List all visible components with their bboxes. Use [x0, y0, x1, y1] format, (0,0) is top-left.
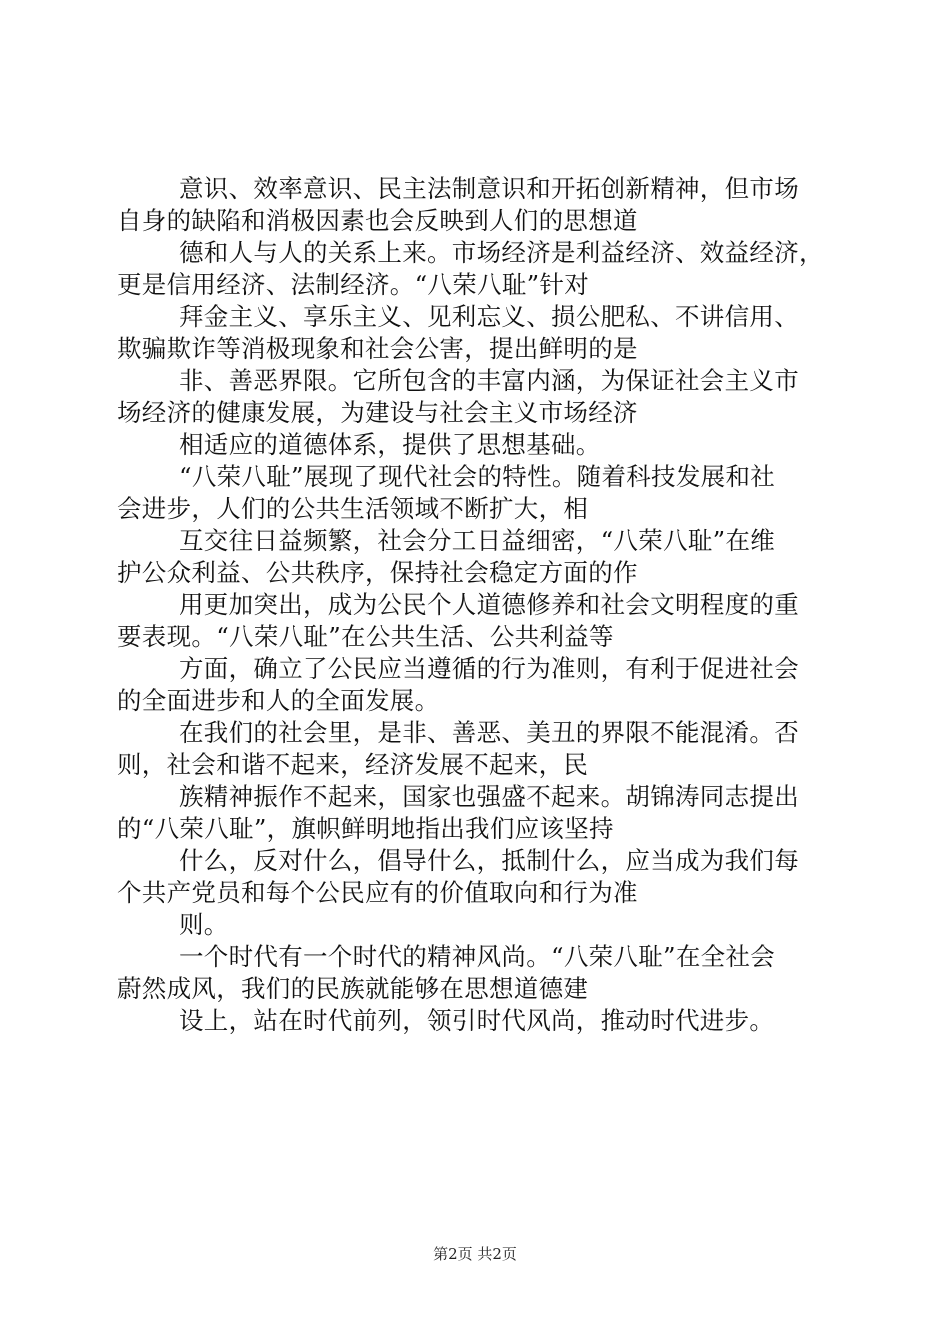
text-line: 自身的缺陷和消极因素也会反映到人们的思想道 [117, 206, 638, 235]
text-line: 蔚然成风，我们的民族就能够在思想道德建 [117, 974, 589, 1003]
text-line: 用更加突出，成为公民个人道德修养和社会文明程度的重 [179, 590, 799, 619]
text-line: 护公众利益、公共秩序，保持社会稳定方面的作 [117, 558, 638, 587]
text-line: 设上，站在时代前列，领引时代风尚，推动时代进步。 [179, 1006, 775, 1035]
text-line: 方面，确立了公民应当遵循的行为准则，有利于促进社会 [179, 654, 799, 683]
text-line: 非、善恶界限。它所包含的丰富内涵，为保证社会主义市 [179, 366, 799, 395]
text-line: 场经济的健康发展，为建设与社会主义市场经济 [117, 398, 638, 427]
text-line: 欺骗欺诈等消极现象和社会公害，提出鲜明的是 [117, 334, 638, 363]
text-line: 会进步，人们的公共生活领域不断扩大，相 [117, 494, 589, 523]
text-line: 德和人与人的关系上来。市场经济是利益经济、效益经济， [179, 238, 824, 267]
text-line: 族精神振作不起来，国家也强盛不起来。胡锦涛同志提出 [179, 782, 799, 811]
text-line: 一个时代有一个时代的精神风尚。“八荣八耻”在全社会 [179, 942, 776, 971]
document-body [117, 173, 837, 1037]
text-line: 个共产党员和每个公民应有的价值取向和行为准 [117, 878, 638, 907]
text-line: 要表现。“八荣八耻”在公共生活、公共利益等 [117, 622, 614, 651]
text-line: 的全面进步和人的全面发展。 [117, 686, 440, 715]
text-line: 什么，反对什么，倡导什么，抵制什么，应当成为我们每 [179, 846, 799, 875]
text-line: “八荣八耻”展现了现代社会的特性。随着科技发展和社 [179, 462, 776, 491]
text-line: 拜金主义、享乐主义、见利忘义、损公肥私、不讲信用、 [179, 302, 799, 331]
text-line: 则。 [179, 910, 229, 939]
text-line: 在我们的社会里，是非、善恶、美丑的界限不能混淆。否 [179, 718, 799, 747]
text-line: 互交往日益频繁，社会分工日益细密，“八荣八耻”在维 [179, 526, 776, 555]
text-line: 则，社会和谐不起来，经济发展不起来，民 [117, 750, 589, 779]
text-line: 的“八荣八耻”，旗帜鲜明地指出我们应该坚持 [117, 814, 614, 843]
page-footer: 第2页 共2页 [433, 1245, 517, 1263]
text-line: 更是信用经济、法制经济。“八荣八耻”针对 [117, 270, 590, 299]
text-line: 意识、效率意识、民主法制意识和开拓创新精神，但市场 [179, 174, 799, 203]
text-line: 相适应的道德体系，提供了思想基础。 [179, 430, 601, 459]
